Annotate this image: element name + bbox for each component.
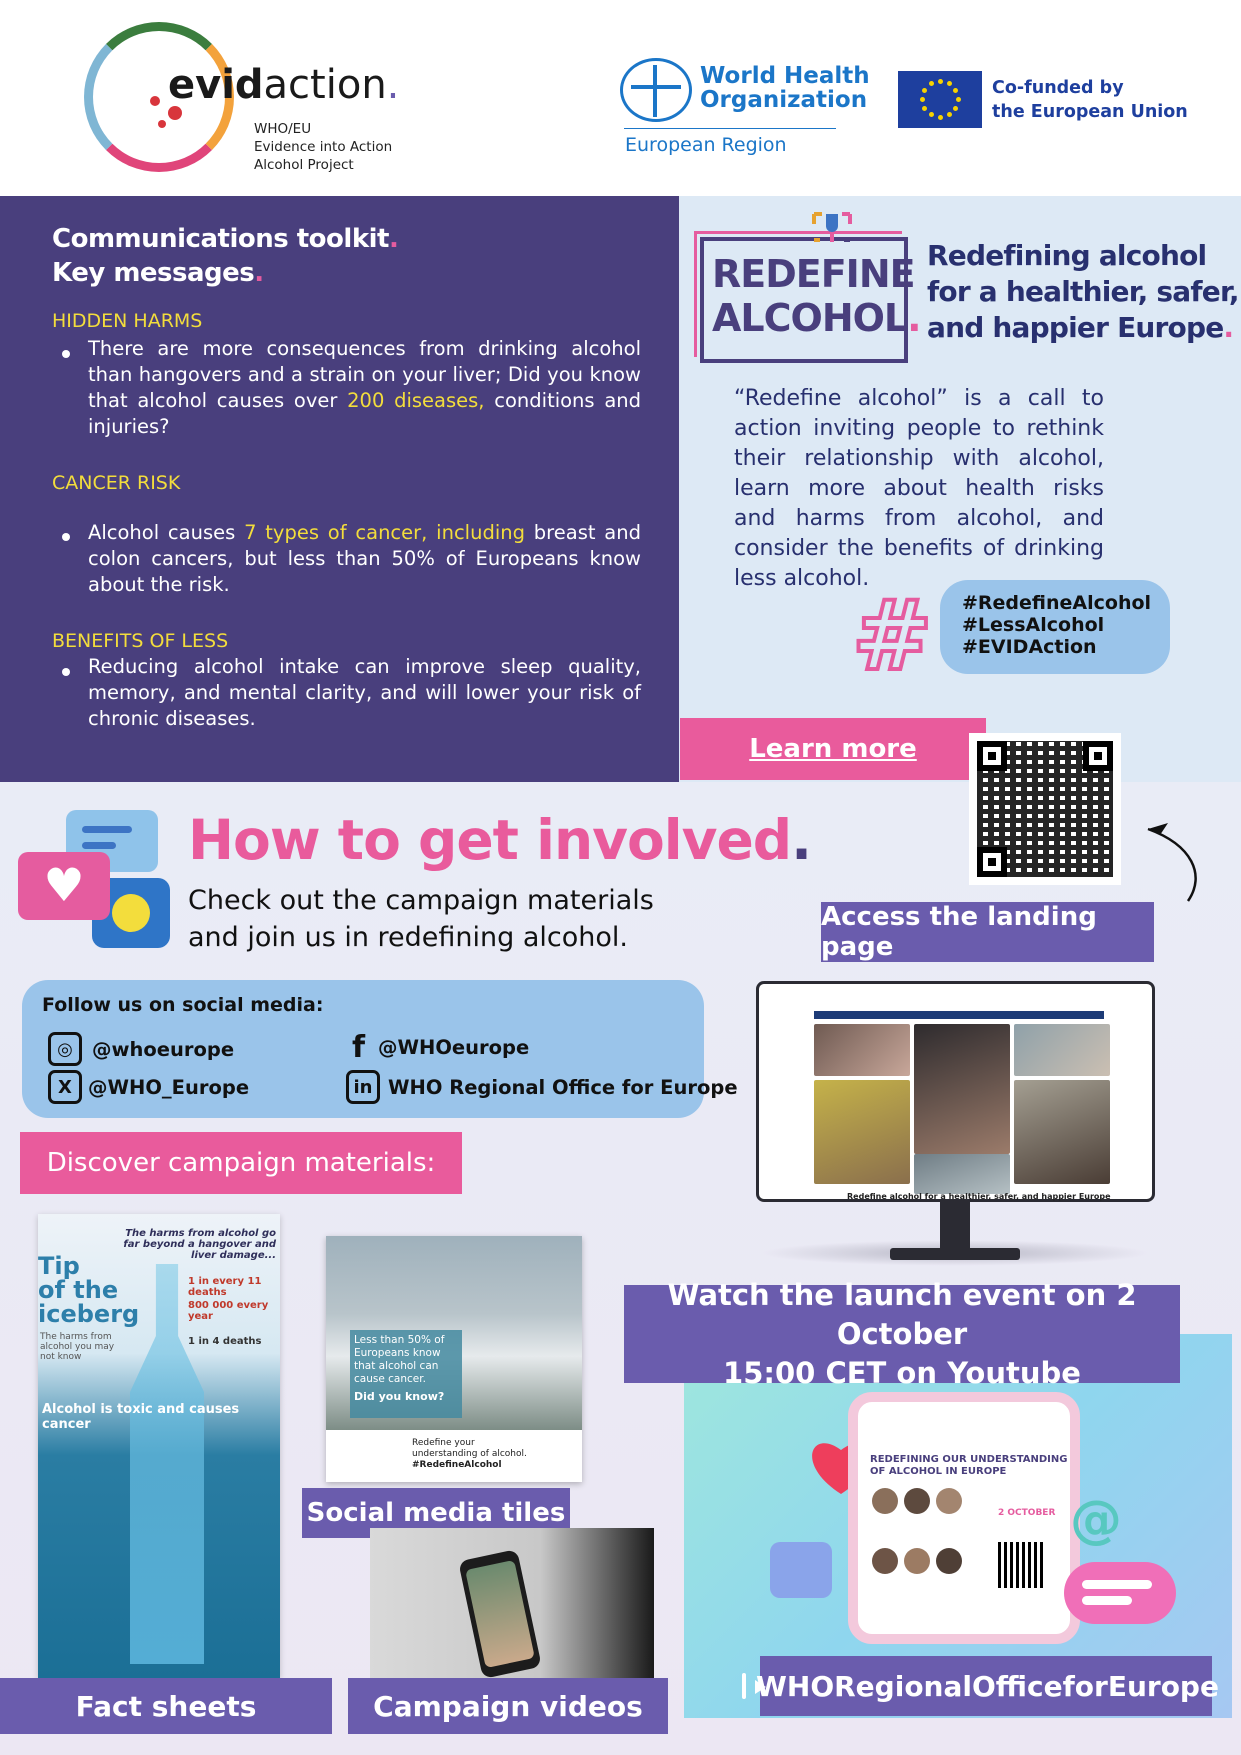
curved-arrow-icon	[1132, 815, 1202, 905]
social-media-title: Follow us on social media:	[42, 994, 324, 1016]
eu-star-icon	[953, 88, 958, 93]
x-icon[interactable]: X	[48, 1070, 82, 1104]
who-divider	[624, 128, 836, 129]
cancer-risk-text: Alcohol causes 7 types of cancer, including breast and colon cancers, but less than 50% of Europeans know about the risk.	[88, 521, 641, 596]
benefits-text: Reducing alcohol intake can improve sleep quality, memory, and mental clarity, and will lower your risk of chronic diseases.	[88, 655, 641, 730]
eu-star-icon	[920, 97, 925, 102]
redefine-description: “Redefine alcohol” is a call to action inviting people to rethink their relationship with alcohol, learn more about health risks and harms from alcohol, and consider the benefits of drinking less alcohol.	[734, 386, 1104, 591]
eu-star-icon	[922, 88, 927, 93]
who-logo-text: World Health Organization	[700, 63, 870, 113]
monitor-stand	[940, 1202, 970, 1252]
linkedin-handle[interactable]: WHO Regional Office for Europe	[388, 1076, 738, 1099]
key-messages-panel	[0, 196, 679, 782]
speech-bubble-icon	[1064, 1562, 1176, 1624]
hashtags-list	[962, 592, 1151, 658]
toolkit-title: Communications toolkit. Key messages.	[52, 224, 399, 288]
eu-star-icon	[938, 115, 943, 120]
fact-sheet-thumbnail[interactable]: The harms from alcohol go far beyond a hangover and liver damage... Tip of the iceberg The harms from alcohol you may not know 1 in every 11 deaths 800 000 every year 1 in 4 deaths Alcohol is toxic and causes cancer	[38, 1214, 280, 1678]
access-landing-page-button[interactable]: Access the landing page	[821, 902, 1154, 962]
landing-page-preview[interactable]	[756, 981, 1155, 1202]
section-heading-benefits: BENEFITS OF LESS	[52, 630, 229, 652]
hidden-harms-text: There are more consequences from drinking alcohol than hangovers and a strain on your liver; Did you know that alcohol causes over 200 diseases, conditions and injuries?	[88, 337, 642, 438]
qr-code[interactable]	[969, 733, 1121, 885]
launch-event-tablet[interactable]: REDEFINING OUR UNDERSTANDING OF ALCOHOL IN EUROPE 2 OCTOBER	[848, 1392, 1080, 1644]
eu-cofunded-text: Co-funded by the European Union	[992, 78, 1188, 122]
bullet	[62, 350, 70, 358]
eu-flag-icon	[898, 71, 982, 128]
youtube-icon	[742, 1673, 746, 1699]
bullet	[62, 668, 70, 676]
hashtag[interactable]: #RedefineAlcohol	[962, 592, 1152, 614]
at-sign-icon: @	[1070, 1490, 1122, 1550]
discover-materials-banner: Discover campaign materials:	[20, 1132, 462, 1194]
instagram-handle[interactable]: @whoeurope	[92, 1038, 235, 1061]
instagram-icon[interactable]: ◎	[48, 1032, 82, 1066]
x-handle[interactable]: @WHO_Europe	[88, 1076, 250, 1099]
facebook-icon[interactable]: f	[352, 1030, 366, 1065]
social-media-tiles-label[interactable]: Social media tiles	[302, 1488, 570, 1538]
eu-star-icon	[947, 112, 952, 117]
social-media-tile-thumbnail[interactable]: Less than 50% of Europeans know that alcohol can cause cancer. Did you know? Redefine your understanding of alcohol. #RedefineAlcohol	[326, 1236, 582, 1482]
fact-sheets-label[interactable]: Fact sheets	[0, 1678, 332, 1734]
section-heading-cancer-risk: CANCER RISK	[52, 472, 181, 494]
heart-chat-icon: ♥	[18, 852, 110, 920]
facebook-handle[interactable]: @WHOeurope	[378, 1036, 530, 1059]
linkedin-icon[interactable]: in	[346, 1070, 380, 1104]
eu-star-icon	[938, 79, 943, 84]
monitor-base	[890, 1248, 1020, 1260]
campaign-videos-label[interactable]: Campaign videos	[348, 1678, 668, 1734]
eu-star-icon	[929, 112, 934, 117]
glass-icon	[810, 210, 854, 246]
eu-star-icon	[956, 97, 961, 102]
landing-preview-caption: Redefine alcohol for a healthier, safer, and happier Europe	[847, 1192, 1111, 1201]
watch-launch-banner: Watch the launch event on 2 October 15:00 CET on Youtube	[624, 1285, 1180, 1383]
how-to-get-involved-title: How to get involved.	[188, 808, 812, 872]
eu-star-icon	[929, 81, 934, 86]
evidaction-logo-text: evidaction.	[168, 62, 400, 108]
eu-star-icon	[922, 106, 927, 111]
hashtag[interactable]: #LessAlcohol	[962, 614, 1105, 636]
eu-star-icon	[947, 81, 952, 86]
evidaction-logo-dot	[150, 96, 160, 106]
how-to-get-involved-subtitle: Check out the campaign materials and join us in redefining alcohol.	[188, 885, 654, 953]
evidaction-logo-dot	[158, 120, 166, 128]
evidaction-subtitle: WHO/EU Evidence into Action Alcohol Project	[254, 121, 393, 173]
redefine-headline: Redefining alcohol for a healthier, safer, and happier Europe.	[927, 239, 1239, 344]
bullet	[62, 533, 70, 541]
who-emblem-icon	[620, 58, 692, 122]
evidaction-logo-dot	[168, 106, 182, 120]
section-heading-hidden-harms: HIDDEN HARMS	[52, 310, 203, 332]
campaign-video-thumbnail[interactable]	[370, 1528, 654, 1678]
learn-more-link[interactable]: Learn more	[680, 718, 986, 780]
image-icon	[770, 1542, 832, 1598]
hashtag[interactable]: #EVIDAction	[962, 636, 1097, 658]
eu-star-icon	[953, 106, 958, 111]
hashtag-icon: #	[852, 580, 933, 692]
who-region: European Region	[625, 134, 787, 156]
youtube-channel-link[interactable]: WHORegionalOfficeforEurope	[760, 1656, 1212, 1716]
redefine-logo-text: REDEFINE ALCOHOL.	[712, 252, 921, 340]
